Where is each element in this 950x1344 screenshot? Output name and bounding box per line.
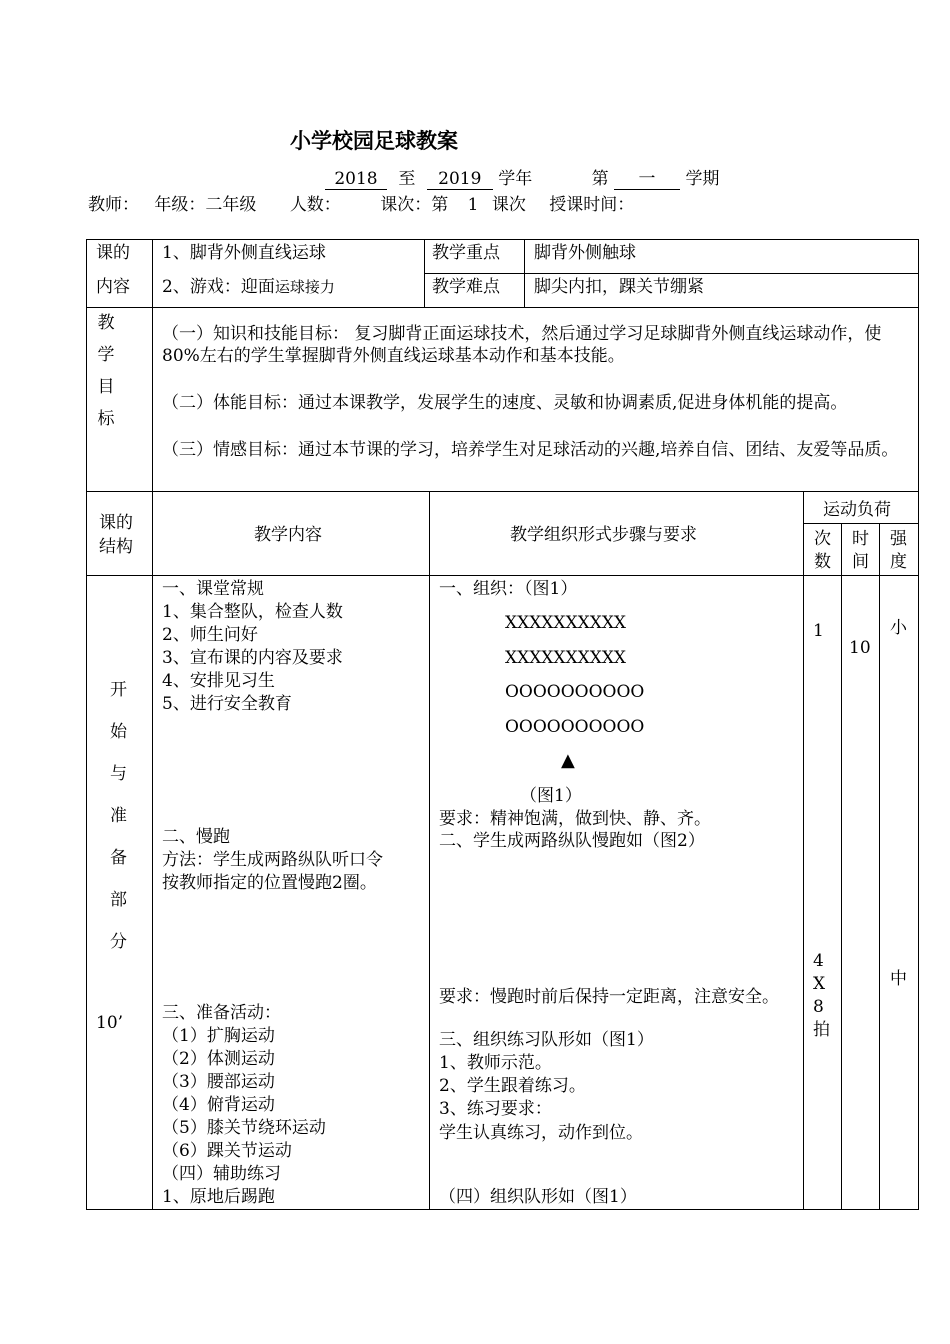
info-line [88,194,634,216]
goal-fitness: （二）体能目标：通过本课教学，发展学生的速度、灵敏和协调素质,促进身体机能的提高。 [162,393,848,413]
load-times-2: X [813,974,826,994]
year-to: 至 [398,169,416,189]
goal-knowledge: （一）知识和技能目标： 复习脚背正面运球技术，然后通过学习足球脚背外侧直线运球动作，使80%左右的学生掌握脚背外侧直线运球基本动作和基本技能。 [162,324,882,366]
content-line: （1）扩胸运动 [162,1026,275,1046]
table-line [524,239,525,307]
org-requirement: 要求：精神饱满，做到快、静、齐。 [439,809,711,829]
org-title: 一、组织：（图1） [439,579,578,599]
org-jog: 二、学生成两路纵队慢跑如（图2） [439,831,705,851]
header-intensity-2: 度 [890,552,907,572]
content-label-2: 内容 [96,277,130,297]
figure-caption: （图1） [520,786,582,806]
goal-emotion: （三）情感目标：通过本节课的学习，培养学生对足球活动的兴趣,培养自信、团结、友爱等品质。 [162,440,899,460]
goals-label-char: 标 [97,409,115,429]
section-char: 始 [110,722,127,742]
content-line: （2）体测运动 [162,1049,275,1069]
load-times-2: 拍 [813,1020,830,1040]
org-warmup-requirement: 学生认真练习，动作到位。 [439,1123,643,1143]
load-times-2: 8 [813,997,824,1017]
key-point-value: 脚背外侧触球 [534,243,636,263]
table-line [424,239,425,307]
header-content: 教学内容 [254,525,322,545]
table-line [803,491,804,1210]
goals-label [86,312,126,440]
content-item-2-prefix: 2、游戏：迎面 [162,277,275,297]
org-jog-requirement: 要求：慢跑时前后保持一定距离，注意安全。 [439,987,779,1007]
table-line [841,523,842,1210]
goals-label-char: 学 [97,345,115,365]
header-structure-2: 结构 [99,537,133,557]
table-top-border [86,239,919,240]
header-intensity-1: 强 [890,529,907,549]
content-line: （3）腰部运动 [162,1072,275,1092]
content-line: 二、慢跑 [162,827,230,847]
year-label: 学年 [498,169,533,189]
time-field: 授课时间： [549,195,635,215]
header-duration-2: 间 [852,552,869,572]
term-label: 学期 [685,169,720,189]
table-line [86,307,919,308]
content-line: 5、进行安全教育 [162,694,292,714]
section-char: 部 [110,890,127,910]
table-right-border [918,239,919,1210]
content-line: 1、集合整队，检查人数 [162,602,343,622]
org-assist: （四）组织队形如（图1） [439,1187,637,1207]
header-organization: 教学组织形式步骤与要求 [510,525,697,545]
content-line: 2、师生问好 [162,625,258,645]
table-line [152,239,153,1210]
content-line: 1、原地后踢跑 [162,1187,275,1207]
content-line: 4、安排见习生 [162,671,275,691]
load-times-2: 4 [813,951,824,971]
content-line: （5）膝关节绕环运动 [162,1118,326,1138]
lesson-field: 课次：第 [380,195,449,215]
org-warmup-step: 2、学生跟着练习。 [439,1076,586,1096]
section-char: 分 [110,932,127,952]
formation-row: OOOOOOOOOO [505,682,645,702]
grade-field: 年级：二年级 [154,195,257,215]
header-load: 运动负荷 [823,500,891,520]
section-duration: 10’ [96,1013,124,1033]
load-duration-1: 10 [849,638,871,658]
content-line: （4）俯背运动 [162,1095,275,1115]
content-item-1: 1、脚背外侧直线运球 [162,243,326,263]
page-title: 小学校园足球教案 [290,128,458,153]
term-line [325,168,719,190]
table-line [429,491,430,1210]
table-line [424,273,919,274]
formation-row: XXXXXXXXXX [505,648,627,668]
year-start: 2018 [325,169,387,190]
content-line: 三、准备活动： [162,1003,281,1023]
teacher-field: 教师： [88,195,139,215]
year-end: 2019 [427,169,493,190]
count-field: 人数： [289,195,341,215]
content-line: 一、课堂常规 [162,579,264,599]
term-prefix: 第 [591,169,609,189]
formation-row: OOOOOOOOOO [505,717,645,737]
lesson-unit: 课次 [491,195,526,215]
formation-row: XXXXXXXXXX [505,613,627,633]
teacher-marker-icon: ▲ [561,750,575,771]
content-line: （四）辅助练习 [162,1164,281,1184]
difficulty-value: 脚尖内扣，踝关节绷紧 [534,277,704,297]
table-line [879,523,880,1210]
content-item-2 [162,276,335,298]
table-line [86,491,919,492]
content-line: 按教师指定的位置慢跑2圈。 [162,873,377,893]
term-number: 一 [614,169,680,190]
goals-label-char: 目 [97,377,115,397]
table-line [803,523,919,524]
key-point-label: 教学重点 [432,243,500,263]
header-times-2: 数 [814,552,831,572]
section-char: 备 [110,848,127,868]
section-char: 开 [110,680,127,700]
content-line: 3、宣布课的内容及要求 [162,648,343,668]
difficulty-label: 教学难点 [432,277,500,297]
header-times-1: 次 [814,529,831,549]
content-line: 方法：学生成两路纵队听口令 [162,850,383,870]
load-times-1: 1 [813,621,824,641]
load-intensity-1: 小 [890,618,907,638]
table-line [86,575,919,576]
lesson-number: 1 [467,195,479,215]
content-item-2-suffix: 运球接力 [274,278,335,296]
org-warmup-step: 1、教师示范。 [439,1053,552,1073]
section-char: 准 [110,806,127,826]
header-duration-1: 时 [852,529,869,549]
load-intensity-2: 中 [890,969,907,989]
header-structure-1: 课的 [99,513,133,533]
org-warmup: 三、组织练习队形如（图1） [439,1030,654,1050]
table-bottom-border [86,1209,919,1210]
content-line: （6）踝关节运动 [162,1141,292,1161]
org-warmup-step: 3、练习要求： [439,1099,552,1119]
content-label-1: 课的 [96,243,130,263]
goals-label-char: 教 [97,313,115,333]
section-char: 与 [110,764,127,784]
